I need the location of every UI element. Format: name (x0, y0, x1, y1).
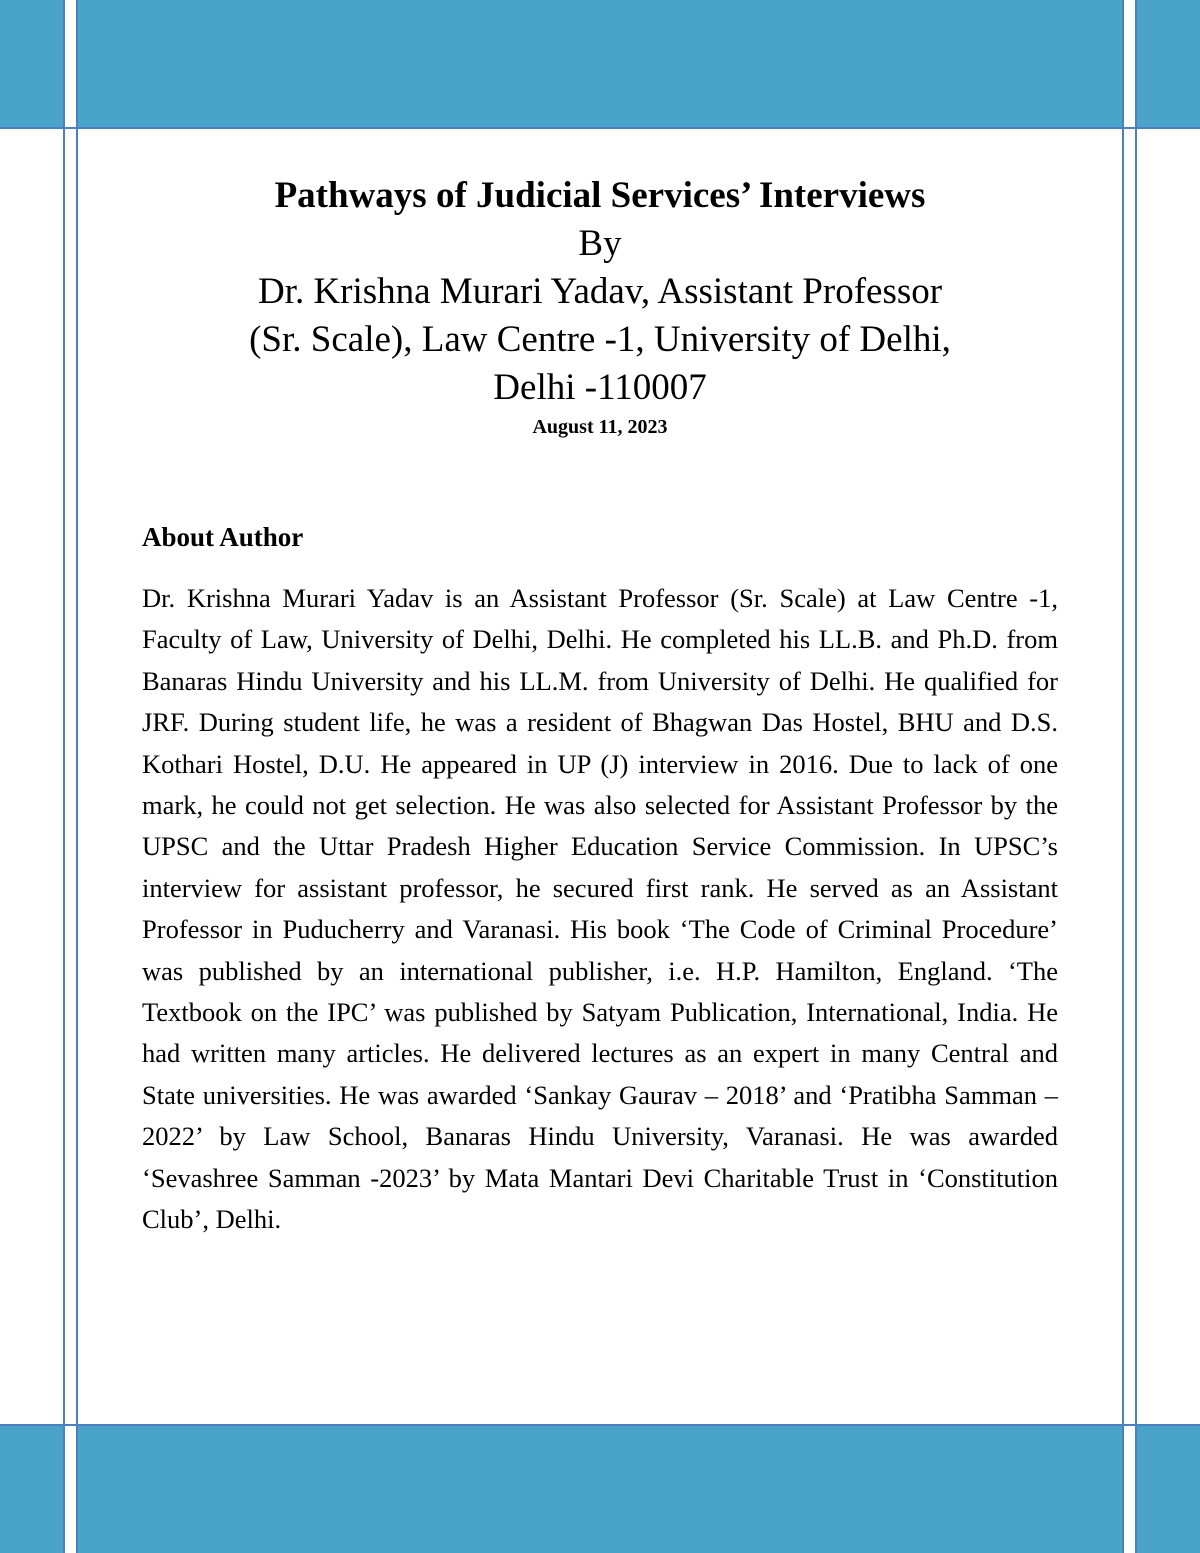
author-line-3: Delhi -110007 (493, 367, 707, 408)
border-line-left-outer (63, 0, 65, 1553)
document-date: August 11, 2023 (532, 416, 668, 438)
author-line-2: (Sr. Scale), Law Centre -1, University of Delhi, (249, 319, 951, 360)
by-line: By (578, 223, 622, 264)
about-author-heading: About Author (142, 522, 304, 552)
document-title: Pathways of Judicial Services’ Interviews (274, 175, 926, 216)
border-line-right-outer (1135, 0, 1137, 1553)
about-author-body: Dr. Krishna Murari Yadav is an Assistant Professor (Sr. Scale) at Law Centre -1, Faculty of Law, University of Delhi, Delhi. He completed his LL.B. and Ph.D. from Banaras Hindu University and his LL.M. from University of Delhi. He qualified for JRF. During student life, he was a resident of Bhagwan Das Hostel, BHU and D.S. Kothari Hostel, D.U. He appeared in UP (J) interview in 2016. Due to lack of one mark, he could not get selection. He was also selected for Assistant Professor by the UPSC and the Uttar Pradesh Higher Education Service Commission. In UPSC’s interview for assistant professor, he secured first rank. He served as an Assistant Professor in Puducherry and Varanasi. His book ‘The Code of Criminal Procedure’ was published by an international publisher, i.e. H.P. Hamilton, England. ‘The Textbook on the IPC’ was published by Satyam Publication, International, India. He had written many articles. He delivered lectures as an expert in many Central and State universities. He was awarded ‘Sankay Gaurav – 2018’ and ‘Pratibha Samman – 2022’ by Law School, Banaras Hindu University, Varanasi. He was awarded ‘Sevashree Samman -2023’ by Mata Mantari Devi Charitable Trust in ‘Constitution Club’, Delhi. (142, 583, 1058, 1235)
bottom-band-center (78, 1425, 1122, 1553)
bottom-band-right (1137, 1425, 1200, 1553)
top-band-left (0, 0, 63, 128)
top-band-right (1137, 0, 1200, 128)
author-line-1: Dr. Krishna Murari Yadav, Assistant Professor (257, 271, 943, 312)
title-block (80, 172, 1120, 440)
border-line-right-inner (1122, 0, 1124, 1553)
border-line-bottom (0, 1424, 1200, 1426)
border-line-top (0, 127, 1200, 129)
border-line-left-inner (76, 0, 78, 1553)
bottom-band-left (0, 1425, 63, 1553)
top-band-center (78, 0, 1122, 128)
